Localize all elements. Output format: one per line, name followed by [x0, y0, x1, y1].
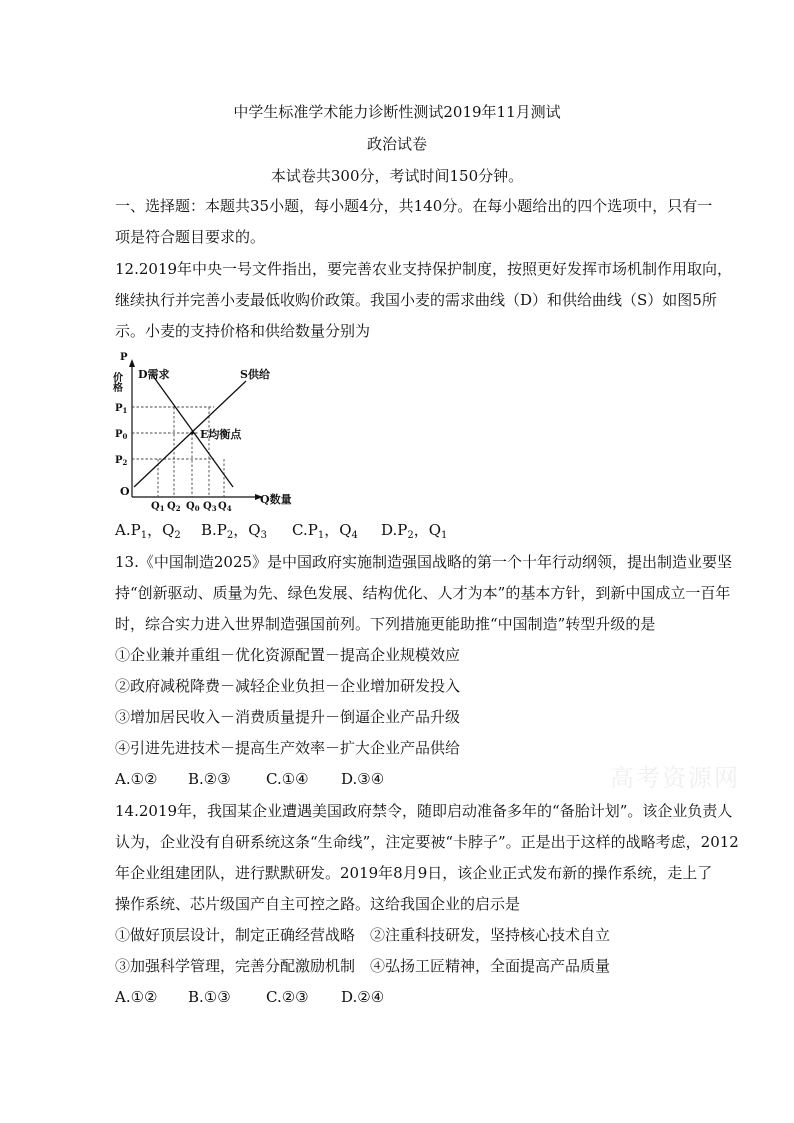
- section-instruction-1: 一、选择题：本题共35小题，每小题4分，共140分。在每小题给出的四个选项中，只有一: [115, 197, 713, 215]
- q12-option-a[interactable]: $A.P_1$，$Q_2$: [115, 521, 181, 541]
- tick-q1: $Q_1$: [151, 501, 165, 513]
- q12-stem-3: 示。小麦的支持价格和供给数量分别为: [115, 322, 371, 340]
- q14-stem-3: 年企业组建团队，进行默默研发。2019年8月9日，该企业正式发布新的操作系统，走上了: [115, 864, 713, 882]
- exam-title: 中学生标准学术能力诊断性测试2019年11月测试: [233, 103, 561, 121]
- y-axis-label-top: P: [120, 352, 128, 363]
- origin-label: O: [120, 485, 130, 498]
- tick-q3: $Q_3$: [203, 501, 217, 513]
- q13-item-1: ①企业兼并重组－优化资源配置－提高企业规模效应: [115, 646, 461, 664]
- q14-item-3: ③加强科学管理，完善分配激励机制: [115, 957, 356, 975]
- tick-q4: $Q_4$: [218, 501, 232, 513]
- q12-stem-1: 12.2019年中央一号文件指出，要完善农业支持保护制度，按照更好发挥市场机制作用取向，: [115, 260, 733, 278]
- exam-note: 本试卷共300分，考试时间150分钟。: [270, 167, 524, 185]
- q14-stem-2: 认为，企业没有自研系统这条“生命线”，注定要被“卡脖子”。正是出于这样的战略考虑，2012: [115, 833, 739, 851]
- y-axis-label-bottom: 价格: [110, 372, 122, 392]
- tick-p2: $P_2$: [115, 455, 128, 467]
- equilibrium-label: E均衡点: [200, 428, 242, 441]
- q14-item-4: ④弘扬工匠精神，全面提高产品质量: [370, 957, 611, 975]
- q12-stem-2: 继续执行并完善小麦最低收购价政策。我国小麦的需求曲线（D）和供给曲线（S）如图5所: [115, 291, 717, 309]
- q14-option-d[interactable]: D.②④: [341, 988, 385, 1006]
- guide-lines: [132, 407, 224, 497]
- q13-option-a[interactable]: A.①②: [115, 770, 158, 788]
- tick-q0: $Q_0$: [186, 501, 200, 513]
- q14-stem-1: 14.2019年，我国某企业遭遇美国政府禁令，随即启动准备多年的“备胎计划”。该企业负责人: [115, 802, 733, 820]
- tick-p0: $P_0$: [115, 429, 128, 441]
- q13-item-2: ②政府减税降费－减轻企业负担－企业增加研发投入: [115, 677, 461, 695]
- q13-stem-1: 13.《中国制造2025》是中国政府实施制造强国战略的第一个十年行动纲领，提出制造业要坚: [115, 553, 733, 571]
- q13-stem-3: 时，综合实力进入世界制造强国前列。下列措施更能助推“中国制造”转型升级的是: [115, 615, 656, 633]
- q13-option-b[interactable]: B.②③: [188, 770, 231, 788]
- tick-p1: $P_1$: [115, 403, 128, 415]
- supply-demand-chart: [112, 347, 312, 512]
- y-axis: [129, 359, 135, 497]
- q13-item-4: ④引进先进技术－提高生产效率－扩大企业产品供给: [115, 739, 461, 757]
- q13-stem-2: 持“创新驱动、质量为先、绿色发展、结构优化、人才为本”的基本方针，到新中国成立一百年: [115, 584, 731, 602]
- q12-option-d[interactable]: $D.P_2$，$Q_1$: [381, 521, 448, 541]
- q14-stem-4: 操作系统、芯片级国产自主可控之路。这给我国企业的启示是: [115, 895, 521, 913]
- q14-item-1: ①做好顶层设计，制定正确经营战略: [115, 926, 356, 944]
- q13-option-c[interactable]: C.①④: [266, 770, 309, 788]
- q14-option-a[interactable]: A.①②: [115, 988, 158, 1006]
- q13-item-3: ③增加居民收入－消费质量提升－倒逼企业产品升级: [115, 708, 461, 726]
- watermark: 高考资源网: [610, 764, 740, 792]
- q14-option-c[interactable]: C.②③: [266, 988, 309, 1006]
- q13-option-d[interactable]: D.③④: [341, 770, 385, 788]
- q14-option-b[interactable]: B.①③: [188, 988, 231, 1006]
- q14-item-2: ②注重科技研发，坚持核心技术自立: [370, 926, 611, 944]
- tick-q2: $Q_2$: [167, 501, 181, 513]
- supply-label: S供给: [240, 368, 270, 381]
- q12-option-b[interactable]: $B.P_2$，$Q_3$: [201, 521, 267, 541]
- exam-subject: 政治试卷: [366, 135, 427, 153]
- q12-option-c[interactable]: $C.P_1$，$Q_4$: [292, 521, 358, 541]
- x-axis-label: Q数量: [260, 493, 292, 506]
- equilibrium-point: [190, 431, 193, 434]
- demand-label: D需求: [138, 368, 170, 381]
- section-instruction-2: 项是符合题目要求的。: [115, 228, 266, 246]
- x-axis: [132, 494, 263, 500]
